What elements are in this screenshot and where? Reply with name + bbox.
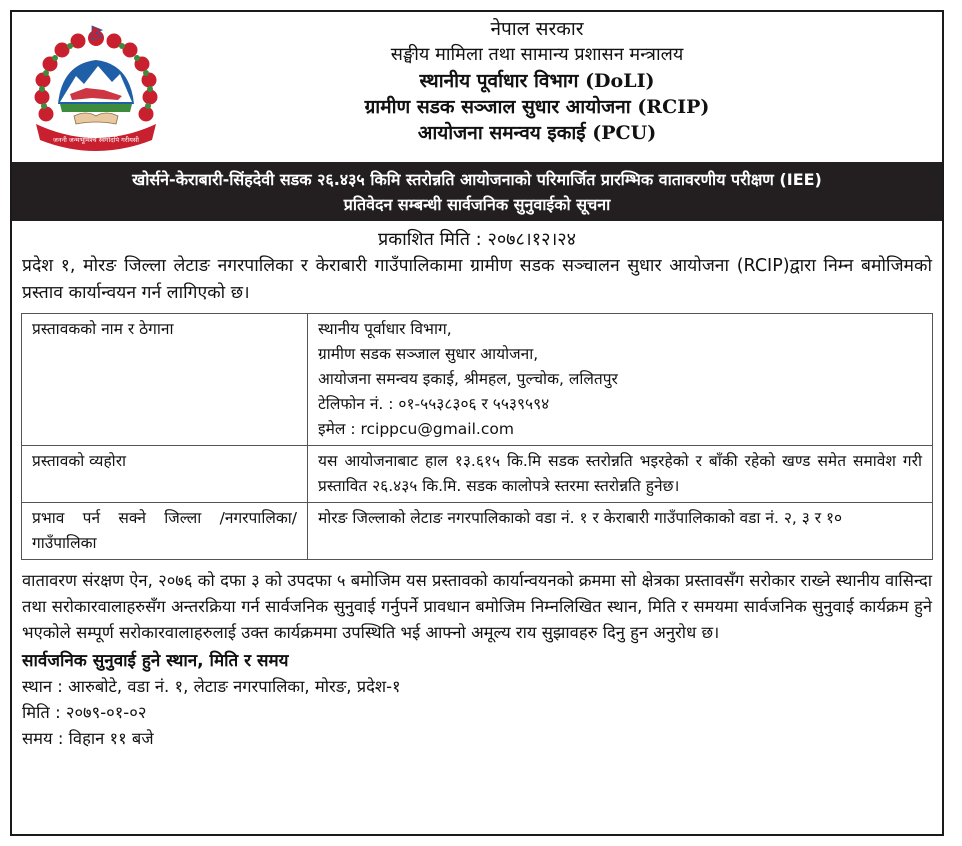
emblem-motto: जननी जन्मभूमिश्च स्वर्गादपि गरीयसी — [53, 136, 139, 144]
hearing-date: मिति : २०७९-०१-०२ — [22, 703, 147, 722]
notice-header — [12, 12, 942, 162]
proposer-line: आयोजना समन्वय इकाई, श्रीमहल, पुल्चोक, ललितपुर — [318, 370, 618, 388]
proposal-description: यस आयोजनाबाट हाल १३.६१५ कि.मि सडक स्तरोन्नति भइरहेको र बाँकी रहेको खण्ड समेत समावेश गरी प्रस्तावित २६.४३५ कि.मि. सडक कालोपत्रे स्तरमा स्तरोन्नति हुनेछ। — [308, 446, 933, 503]
intro-paragraph: प्रदेश १, मोरङ जिल्ला लेटाङ नगरपालिका र केराबारी गाउँपालिकामा ग्रामीण सडक सञ्चालन सुधार आयोजना (RCIP)द्वारा निम्न बमोजिमको प्रस्ताव कार्यान्वयन गर्न लागिएको छ। — [22, 256, 932, 303]
notice-title-banner — [12, 162, 942, 221]
notice-frame — [10, 10, 944, 836]
hearing-time: समय : विहान ११ बजे — [22, 729, 154, 748]
proposer-phone: टेलिफोन नं. : ०१-५५३८३०६ र ५५३९५९४ — [318, 395, 550, 413]
header-titles — [172, 16, 902, 146]
proposer-address — [308, 314, 933, 446]
ministry-name: सङ्घीय मामिला तथा सामान्य प्रशासन मन्त्रालय — [390, 44, 684, 65]
hearing-heading: सार्वजनिक सुनुवाई हुने स्थान, मिति र समय — [22, 651, 289, 671]
proposer-line: स्थानीय पूर्वाधार विभाग, — [318, 320, 452, 338]
table-row — [22, 503, 933, 560]
proposer-line: ग्रामीण सडक सञ्जाल सुधार आयोजना, — [318, 345, 539, 363]
proposer-label: प्रस्तावकको नाम र ठेगाना — [22, 314, 308, 446]
proposer-email: इमेल : rcippcu@gmail.com — [318, 420, 514, 438]
government-name: नेपाल सरकार — [490, 18, 584, 40]
banner-line-2: प्रतिवेदन सम्बन्धी सार्वजनिक सुनुवाईको सूचना — [343, 195, 611, 214]
unit-name: आयोजना समन्वय इकाई (PCU) — [417, 122, 657, 144]
nepal-emblem-icon — [26, 24, 166, 154]
banner-line-1: खोर्सने-केराबारी-सिंहदेवी सडक २६.४३५ किमि स्तरोन्नति आयोजनाको परिमार्जित प्रारम्भिक वातावरणीय परीक्षण (IEE) — [132, 170, 822, 189]
table-row — [22, 314, 933, 446]
published-date: प्रकाशित मिति : २०७८।१२।२४ — [378, 229, 576, 250]
table-row — [22, 446, 933, 503]
department-name: स्थानीय पूर्वाधार विभाग (DoLI) — [419, 70, 655, 92]
body-paragraph: वातावरण संरक्षण ऐन, २०७६ को दफा ३ को उपदफा ५ बमोजिम यस प्रस्तावको कार्यान्वयनको क्रममा सो क्षेत्रका प्रस्तावसँग सरोकार राख्ने स्थानीय वासिन्दा तथा सरोकारवालाहरुसँग अन्तरक्रिया गर्न सार्वजनिक सुनुवाई गर्नुपर्ने प्रावधान बमोजिम निम्नलिखित स्थान, मिति र समयमा सार्वजनिक सुनुवाई कार्यक्रम हुने भएकोले सम्पूर्ण सरोकारवालाहरुलाई उक्त कार्यक्रममा उपस्थिति भई आफ्नो अमूल्य राय सुझावहरु दिनु हुन अनुरोध छ। — [22, 571, 932, 642]
proposal-label: प्रस्तावको व्यहोरा — [22, 446, 308, 503]
project-name: ग्रामीण सडक सञ्जाल सुधार आयोजना (RCIP) — [364, 96, 710, 118]
proposal-info-table — [21, 313, 933, 560]
hearing-place: स्थान : आरुबोटे, वडा नं. १, लेटाङ नगरपालिका, मोरङ, प्रदेश-१ — [22, 677, 401, 696]
affected-area-value: मोरङ जिल्लाको लेटाङ नगरपालिकाको वडा नं. १ र केराबारी गाउँपालिकाको वडा नं. २, ३ र १० — [308, 503, 933, 560]
affected-area-label: प्रभाव पर्न सक्ने जिल्ला /नगरपालिका/ गाउँपालिका — [22, 503, 308, 560]
